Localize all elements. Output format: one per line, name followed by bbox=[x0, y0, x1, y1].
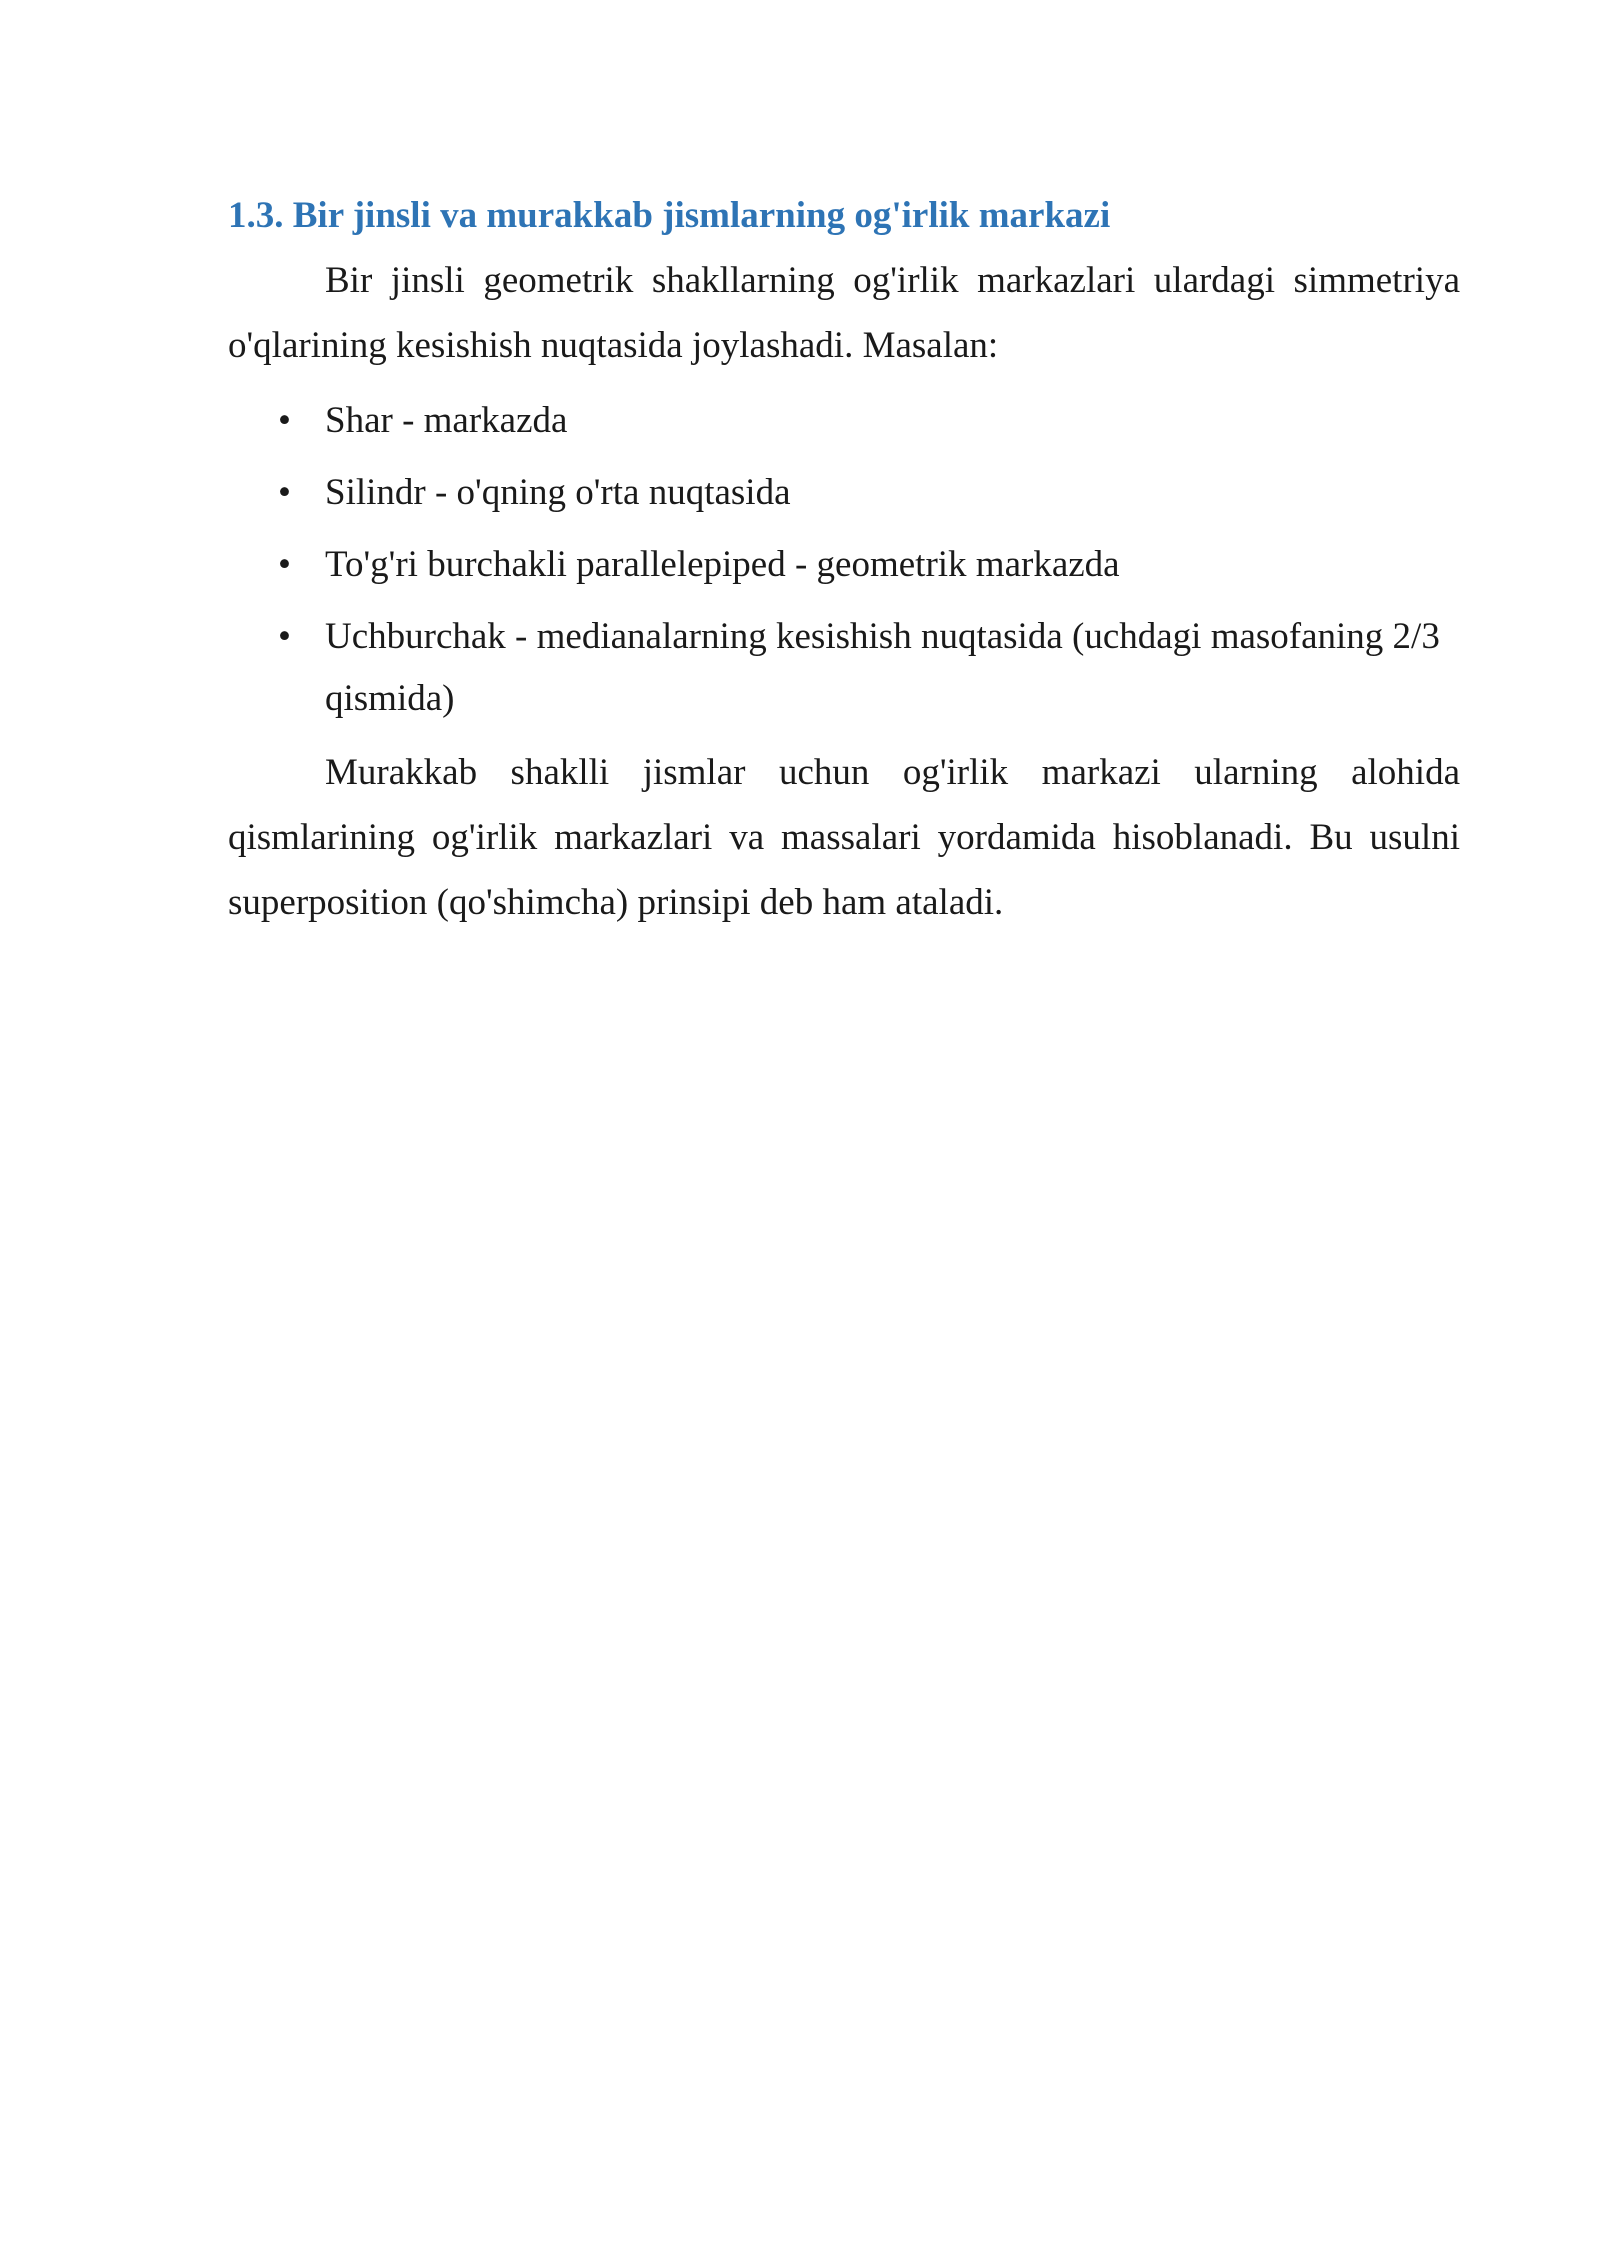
bullet-icon: • bbox=[278, 472, 291, 513]
bullet-list bbox=[228, 390, 1460, 730]
closing-paragraph: Murakkab shaklli jismlar uchun og'irlik markazi ularning alohida qismlarining og'irlik markazlari va massalari yordamida hisoblanadi. Bu usulni superposition (qo'shimcha) prinsipi deb ham ataladi. bbox=[228, 752, 1460, 923]
list-item-text: Uchburchak - medianalarning kesishish nuqtasida (uchdagi masofaning 2/3 qismida) bbox=[325, 616, 1440, 719]
list-item-text: To'g'ri burchakli parallelepiped - geometrik markazda bbox=[325, 544, 1120, 585]
list-item-text: Silindr - o'qning o'rta nuqtasida bbox=[325, 472, 791, 513]
list-item bbox=[228, 462, 1460, 524]
list-item bbox=[228, 534, 1460, 596]
bullet-icon: • bbox=[278, 544, 291, 585]
list-item-text: Shar - markazda bbox=[325, 400, 568, 441]
document-page bbox=[228, 190, 1460, 935]
intro-paragraph: Bir jinsli geometrik shakllarning og'irlik markazlari ulardagi simmetriya o'qlarining kesishish nuqtasida joylashadi. Masalan: bbox=[228, 260, 1460, 366]
section-heading: 1.3. Bir jinsli va murakkab jismlarning og'irlik markazi bbox=[228, 195, 1111, 236]
bullet-icon: • bbox=[278, 400, 291, 441]
list-item bbox=[228, 606, 1460, 730]
bullet-icon: • bbox=[278, 616, 291, 657]
list-item bbox=[228, 390, 1460, 452]
